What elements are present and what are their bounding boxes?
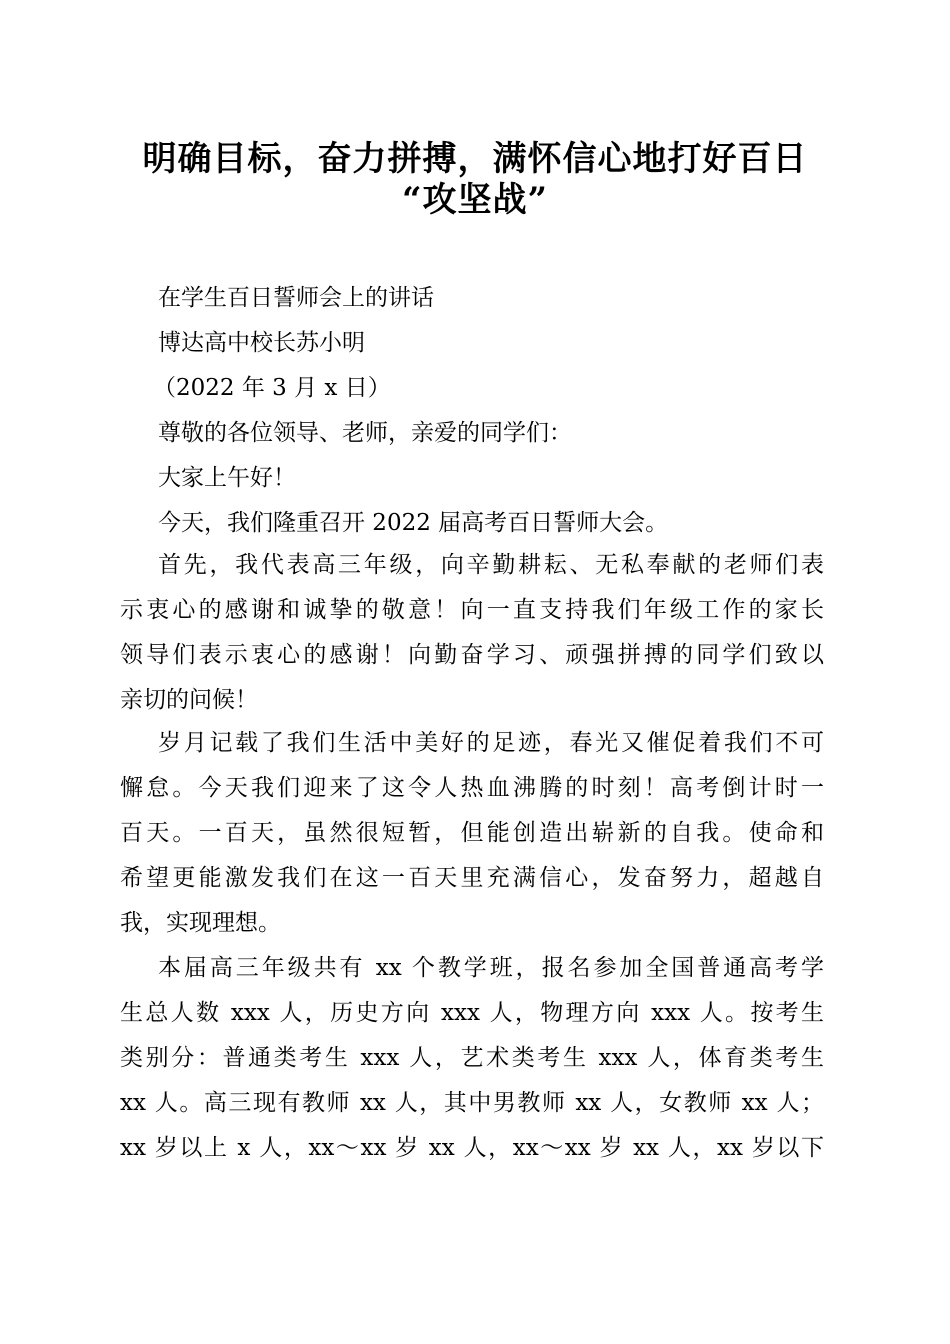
paragraph-line: 希望更能激发我们在这一百天里充满信心，发奋努力，超越自 — [120, 865, 824, 891]
title-line-1: 明确目标，奋力拼搏，满怀信心地打好百日 — [142, 139, 808, 179]
paragraph-line: 领导们表示衷心的感谢！向勤奋学习、顽强拼搏的同学们致以 — [120, 642, 824, 668]
paragraph-line: 示衷心的感谢和诚挚的敬意！向一直支持我们年级工作的家长 — [120, 597, 824, 623]
paragraph-line: 岁月记载了我们生活中美好的足迹，春光又催促着我们不可 — [158, 730, 824, 756]
paragraph-line: xx 岁以上 x 人，xx～xx 岁 xx 人，xx～xx 岁 xx 人，xx 岁以下 — [120, 1135, 824, 1161]
paragraph-line: 亲切的问候！ — [120, 687, 258, 713]
paragraph-line: 百天。一百天，虽然很短暂，但能创造出崭新的自我。使命和 — [120, 820, 824, 846]
greeting: 大家上午好！ — [158, 465, 296, 491]
paragraph-line: 类别分：普通类考生 xxx 人，艺术类考生 xxx 人，体育类考生 — [120, 1045, 824, 1071]
speech-date: （2022 年 3 月 x 日） — [153, 375, 391, 401]
paragraph-line: 懈怠。今天我们迎来了这令人热血沸腾的时刻！高考倒计时一 — [120, 775, 824, 801]
paragraph-line: 我，实现理想。 — [120, 910, 281, 936]
paragraph-line: 首先，我代表高三年级，向辛勤耕耘、无私奉献的老师们表 — [158, 552, 824, 578]
paragraph-line: 生总人数 xxx 人，历史方向 xxx 人，物理方向 xxx 人。按考生 — [120, 1000, 824, 1026]
speech-occasion: 在学生百日誓师会上的讲话 — [158, 285, 434, 311]
speaker-name: 博达高中校长苏小明 — [158, 330, 365, 356]
salutation: 尊敬的各位领导、老师，亲爱的同学们： — [158, 420, 572, 446]
paragraph-line: 今天，我们隆重召开 2022 届高考百日誓师大会。 — [158, 510, 669, 536]
title-line-2: “攻坚战” — [401, 180, 549, 220]
paragraph-line: 本届高三年级共有 xx 个教学班，报名参加全国普通高考学 — [158, 955, 824, 981]
paragraph-line: xx 人。高三现有教师 xx 人，其中男教师 xx 人，女教师 xx 人； — [120, 1090, 824, 1116]
